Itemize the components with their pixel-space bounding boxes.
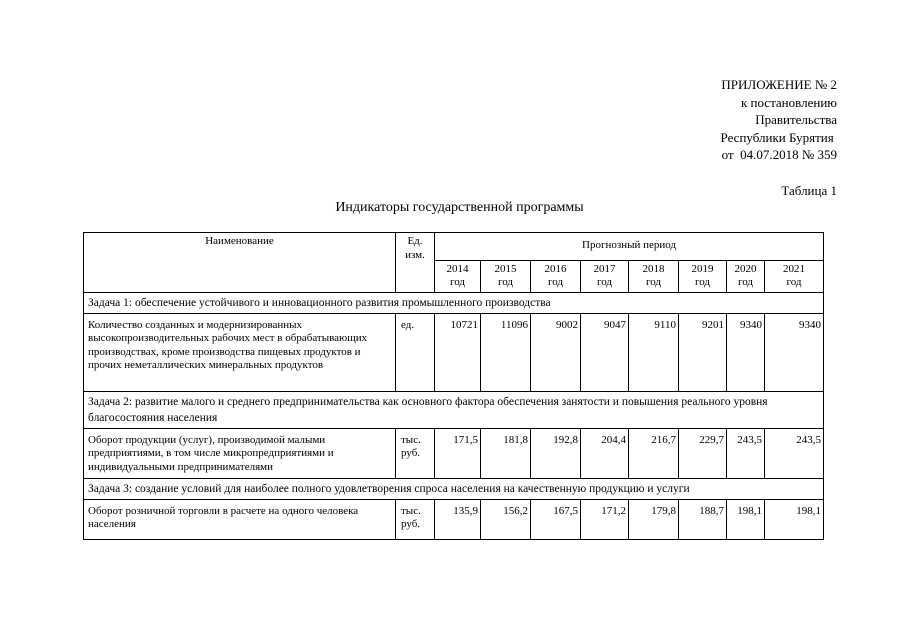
indicator-value: 9201 (679, 313, 727, 391)
indicator-value: 156,2 (481, 499, 531, 539)
header-name: Наименование (84, 233, 396, 293)
year-word: год (547, 276, 564, 288)
year-cell (765, 260, 824, 292)
year-word: год (786, 276, 802, 288)
task-3: Задача 3: создание условий для наиболее полного удовлетворения спроса населения на качественную продукцию и услуги (84, 478, 824, 499)
unit-line: тыс. (401, 504, 421, 517)
task-row (84, 292, 824, 313)
appendix-title: ПРИЛОЖЕНИЕ № 2 (721, 77, 837, 92)
indicator-value: 188,7 (679, 499, 727, 539)
indicator-name: Количество созданных и модернизированных высокопроизводительных рабочих мест в обрабатывающих производствах, кроме производства пищевых продуктов и прочих неметаллических минеральных продуктов (84, 313, 396, 391)
indicator-value: 9340 (765, 313, 824, 391)
indicator-value: 171,2 (581, 499, 629, 539)
year-value: 2018 (642, 262, 665, 275)
indicator-value: 11096 (481, 313, 531, 391)
unit-line: тыс. (401, 433, 421, 446)
year-word: год (694, 276, 711, 288)
indicator-value: 181,8 (481, 428, 531, 478)
year-cell (581, 260, 629, 292)
indicator-row (84, 428, 824, 478)
indicator-value: 243,5 (727, 428, 765, 478)
indicator-value: 204,4 (581, 428, 629, 478)
appendix-block (721, 76, 837, 164)
year-cell (531, 260, 581, 292)
appendix-date-line: от 04.07.2018 № 359 (721, 147, 837, 162)
unit-line: руб. (401, 447, 421, 459)
indicator-value: 198,1 (765, 499, 824, 539)
indicator-value: 192,8 (531, 428, 581, 478)
year-value: 2014 (446, 262, 469, 275)
indicator-value: 135,9 (435, 499, 481, 539)
indicator-value: 167,5 (531, 499, 581, 539)
task-2: Задача 2: развитие малого и среднего предпринимательства как основного фактора обеспечения занятости и повышения реального уровня благосостояния населения (84, 391, 824, 428)
indicator-unit: ед. (396, 313, 435, 391)
year-value: 2017 (593, 262, 616, 275)
indicator-name: Оборот продукции (услуг), производимой малыми предприятиями, в том числе микропредприятиями и индивидуальными предпринимателями (84, 428, 396, 478)
indicator-value: 9047 (581, 313, 629, 391)
appendix-line: к постановлению (740, 94, 837, 110)
year-value: 2021 (783, 262, 806, 275)
indicator-value: 198,1 (727, 499, 765, 539)
indicator-value: 10721 (435, 313, 481, 391)
indicator-name: Оборот розничной торговли в расчете на одного человека населения (84, 499, 396, 539)
header-unit (396, 233, 435, 293)
header-unit-line: изм. (405, 248, 425, 261)
indicator-value: 243,5 (765, 428, 824, 478)
indicator-value: 179,8 (629, 499, 679, 539)
unit-line: руб. (401, 518, 421, 530)
year-cell (727, 260, 765, 292)
task-row (84, 391, 824, 428)
appendix-line: Правительства (755, 112, 837, 127)
indicator-value: 171,5 (435, 428, 481, 478)
indicator-value: 9340 (727, 313, 765, 391)
year-word: год (497, 276, 514, 288)
indicator-unit (396, 428, 435, 478)
indicator-value: 216,7 (629, 428, 679, 478)
year-word: год (645, 276, 662, 288)
appendix-line: Республики Бурятия (720, 129, 837, 145)
indicator-unit (396, 499, 435, 539)
year-value: 2020 (734, 262, 757, 275)
year-word: год (737, 276, 754, 288)
indicators-table (83, 232, 824, 540)
header-unit-line: Ед. (407, 235, 423, 247)
year-cell (679, 260, 727, 292)
year-word: год (449, 276, 466, 288)
task-1: Задача 1: обеспечение устойчивого и инновационного развития промышленного производства (84, 292, 824, 313)
year-value: 2019 (691, 262, 714, 275)
header-row (84, 233, 824, 261)
table-number: Таблица 1 (781, 183, 837, 198)
indicator-value: 9002 (531, 313, 581, 391)
year-cell (481, 260, 531, 292)
year-word: год (596, 276, 613, 288)
year-value: 2016 (544, 262, 567, 275)
year-cell (435, 260, 481, 292)
indicator-row (84, 499, 824, 539)
year-cell (629, 260, 679, 292)
document-title: Индикаторы государственной программы (335, 200, 584, 215)
header-period: Прогнозный период (435, 233, 824, 261)
task-row (84, 478, 824, 499)
indicator-row (84, 313, 824, 391)
indicator-value: 9110 (629, 313, 679, 391)
indicator-value: 229,7 (679, 428, 727, 478)
year-value: 2015 (494, 262, 517, 275)
